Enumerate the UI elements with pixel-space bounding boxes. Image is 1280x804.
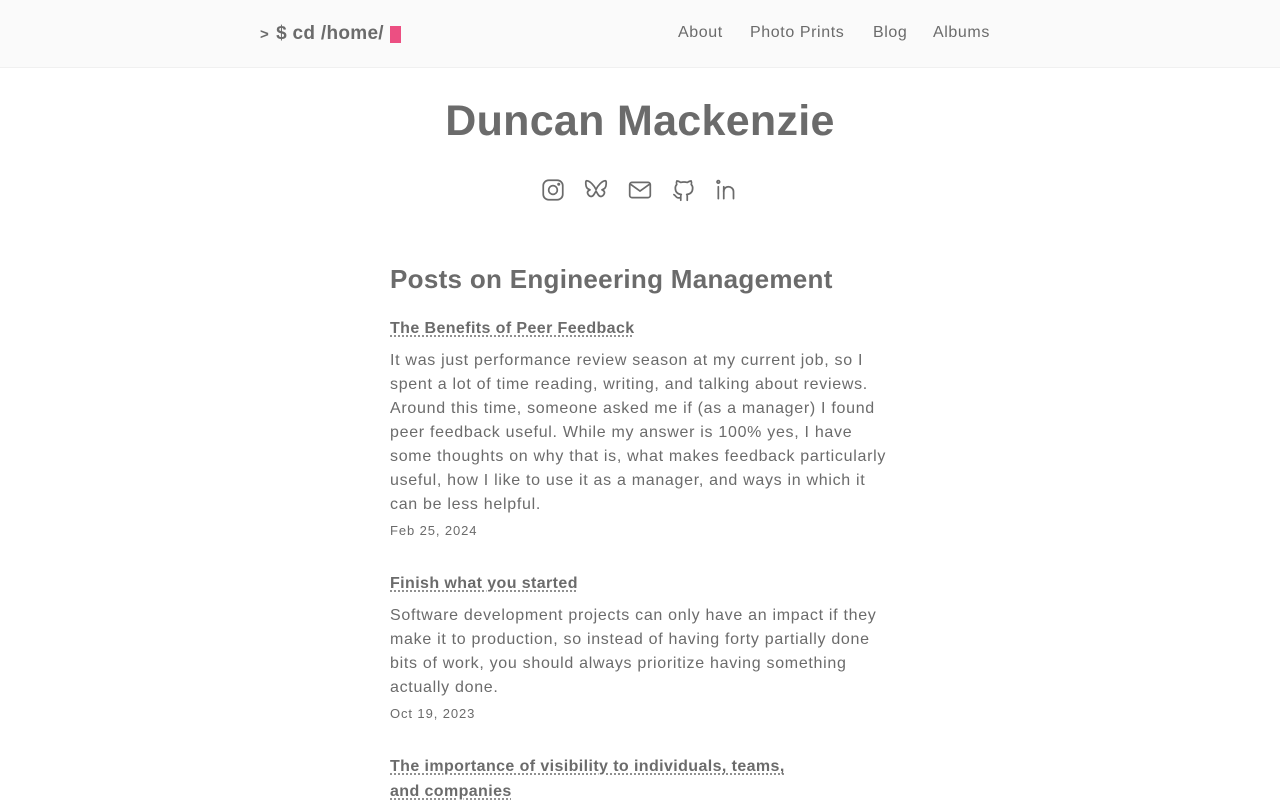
nav-albums[interactable]: Albums bbox=[933, 24, 990, 41]
section-title: Posts on Engineering Management bbox=[390, 264, 833, 294]
post-item bbox=[390, 316, 890, 540]
main-nav bbox=[0, 24, 1280, 44]
brand-text: $ cd /home/ bbox=[276, 23, 384, 44]
post-item bbox=[390, 754, 810, 804]
linkedin-icon bbox=[714, 177, 740, 203]
email-link[interactable] bbox=[627, 177, 653, 205]
nav-about[interactable]: About bbox=[678, 24, 723, 41]
post-summary: Software development projects can only have an impact if they make it to production, so instead of having forty partially done bits of work, you should always prioritize having something actually done. bbox=[390, 607, 877, 696]
post-date: Feb 25, 2024 bbox=[390, 523, 478, 538]
email-icon bbox=[627, 177, 653, 203]
post-item bbox=[390, 571, 890, 723]
social-links bbox=[540, 177, 740, 205]
github-link[interactable] bbox=[671, 177, 697, 205]
post-date: Oct 19, 2023 bbox=[390, 706, 476, 721]
author-name: Duncan Mackenzie bbox=[445, 97, 835, 145]
linkedin-link[interactable] bbox=[714, 177, 740, 205]
post-title-link[interactable]: The importance of visibility to individuals, teams, and companies bbox=[390, 758, 785, 800]
github-icon bbox=[671, 177, 697, 203]
post-title-link[interactable]: Finish what you started bbox=[390, 575, 578, 592]
instagram-link[interactable] bbox=[540, 177, 566, 205]
site-header bbox=[0, 0, 1280, 68]
instagram-icon bbox=[540, 177, 566, 203]
nav-blog[interactable]: Blog bbox=[873, 24, 908, 41]
bluesky-link[interactable] bbox=[583, 177, 609, 205]
post-title-link[interactable]: The Benefits of Peer Feedback bbox=[390, 320, 635, 337]
post-summary: It was just performance review season at my current job, so I spent a lot of time reading, writing, and talking about reviews. Around this time, someone asked me if (as a manager) I found peer feedback useful. While my answer is 100% yes, I have some thoughts on why that is, what makes feedback particularly useful, how I like to use it as a manager, and ways in which it can be less helpful. bbox=[390, 352, 887, 513]
posts-section bbox=[390, 262, 890, 800]
brand-prompt: > bbox=[260, 25, 270, 43]
bluesky-icon bbox=[583, 177, 609, 203]
nav-photo-prints[interactable]: Photo Prints bbox=[750, 24, 845, 41]
